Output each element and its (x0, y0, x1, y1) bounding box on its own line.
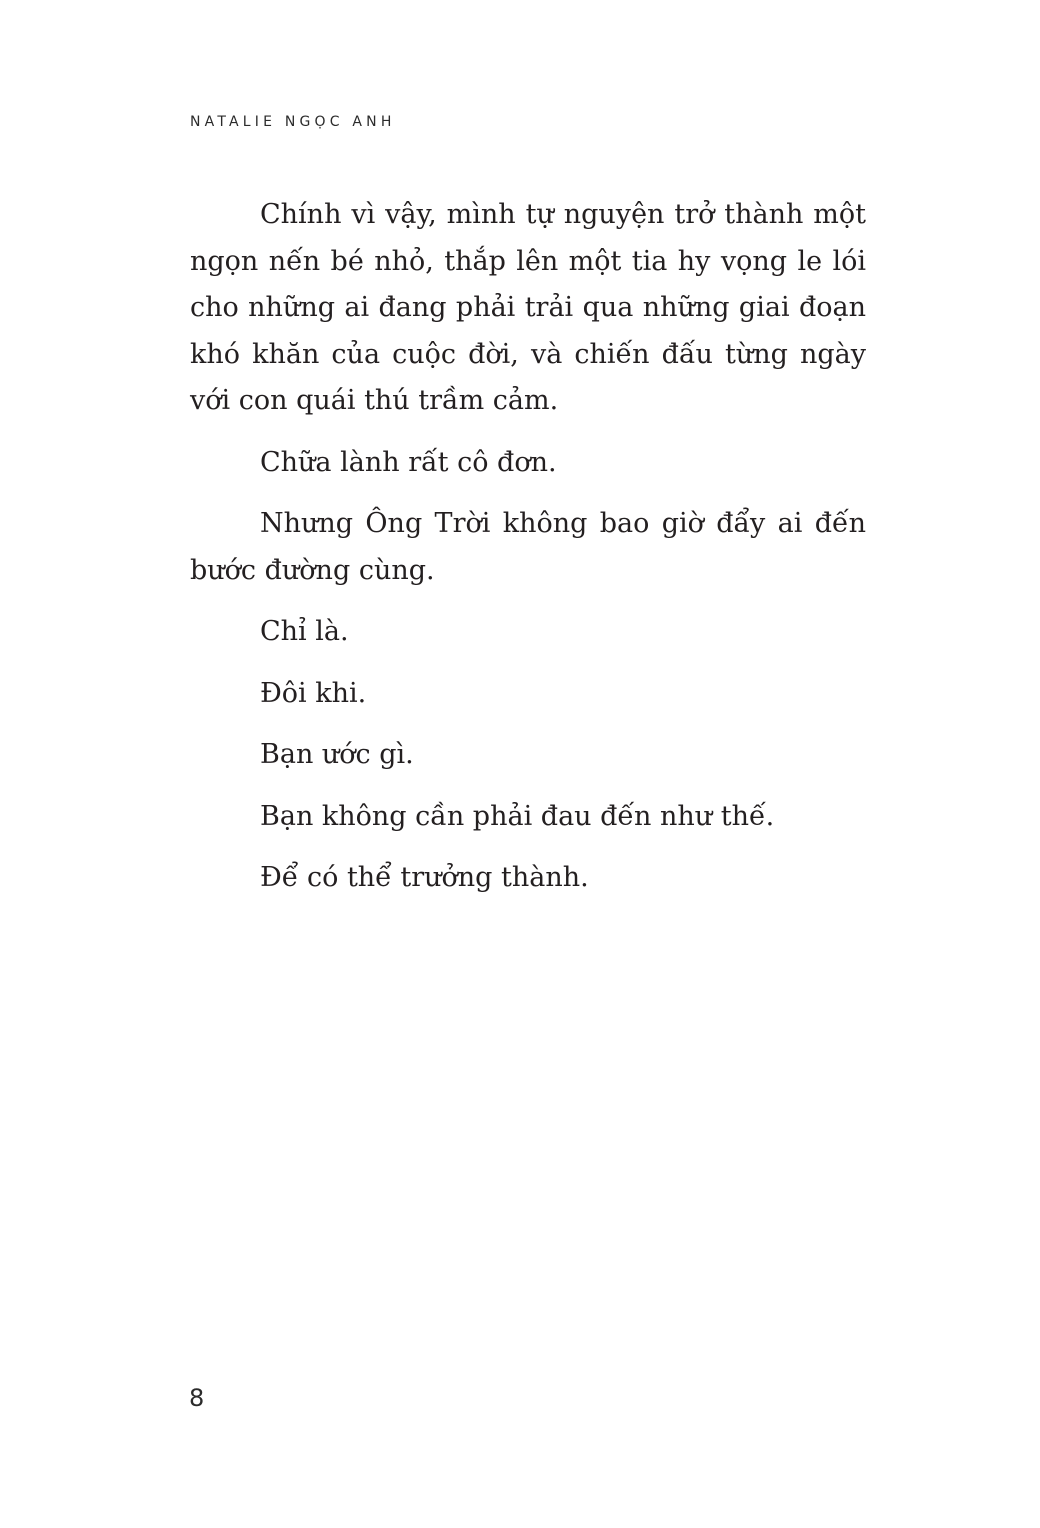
paragraph: Bạn ước gì. (260, 739, 414, 770)
page-number: 8 (189, 1384, 205, 1412)
paragraph: Nhưng Ông Trời không bao giờ đẩy ai đến bước đường cùng. (190, 508, 866, 586)
paragraph: Chỉ là. (260, 616, 349, 647)
paragraph: Đôi khi. (260, 677, 367, 709)
paragraph: Bạn không cần phải đau đến như thế. (260, 800, 775, 832)
running-head-author: NATALIE NGỌC ANH (190, 114, 396, 130)
paragraph: Để có thể trưởng thành. (260, 862, 589, 893)
body-text (190, 192, 866, 917)
paragraph: Chữa lành rất cô đơn. (260, 446, 557, 478)
paragraph: Chính vì vậy, mình tự nguyện trở thành một ngọn nến bé nhỏ, thắp lên một tia hy vọng le lói cho những ai đang phải trải qua những giai đoạn khó khăn của cuộc đời, và chiến đấu từng ngày với con quái thú trầm cảm. (190, 199, 866, 416)
